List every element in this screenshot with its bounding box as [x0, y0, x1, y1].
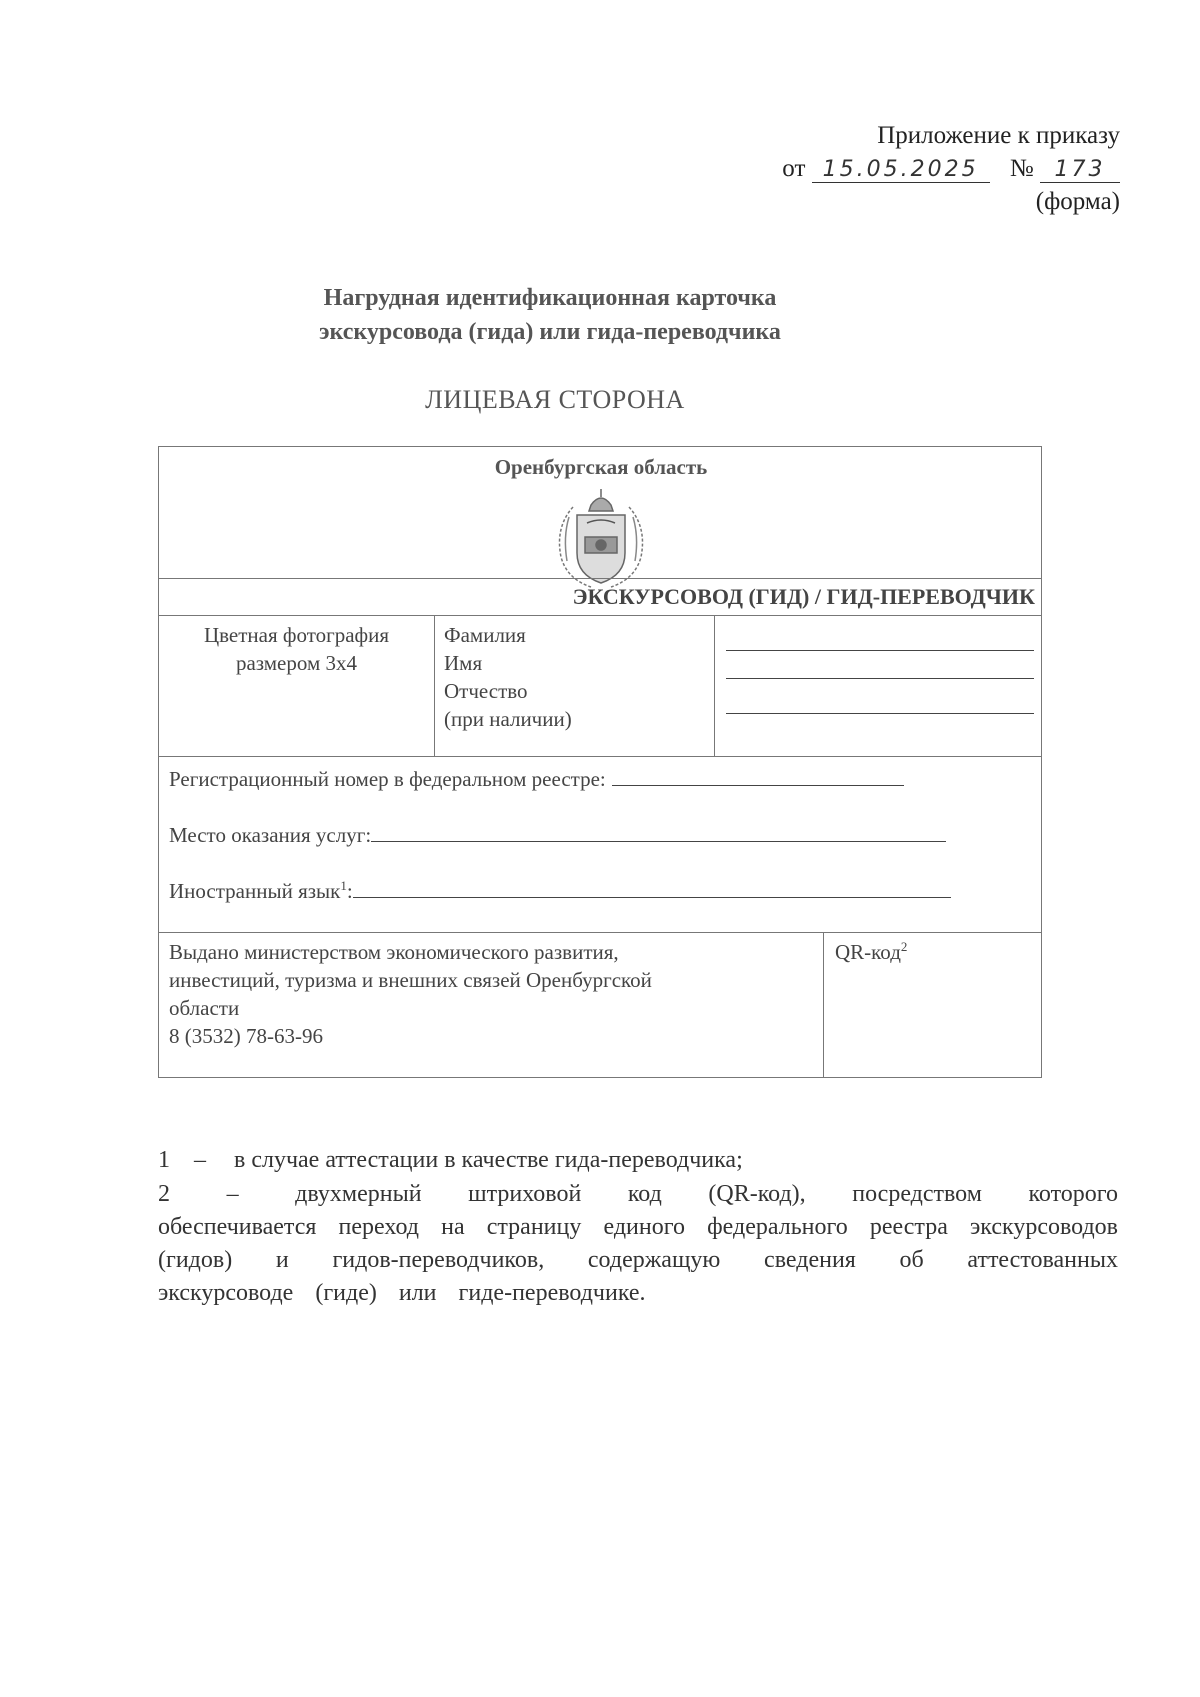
surname-line — [726, 650, 1034, 651]
photo-line-1: Цветная фотография — [203, 623, 390, 647]
name-line — [726, 678, 1034, 679]
order-from-label: от — [782, 155, 806, 182]
footnote-2 — [158, 1178, 1118, 1310]
footnote-1 — [158, 1144, 1118, 1177]
qr-code-label: QR-код$^2$ — [835, 939, 908, 964]
patronymic-note: (при наличии) — [444, 707, 572, 731]
registration-row — [169, 765, 904, 793]
footnote-ref-2: 2 — [900, 939, 908, 954]
card-role: ЭКСКУРСОВОД (ГИД) / ГИД-ПЕРЕВОДЧИК — [572, 584, 1035, 609]
issued-line-1: Выдано министерством экономического развития, — [169, 940, 619, 964]
appendix-label: Приложение к приказу — [877, 122, 1120, 149]
divider — [159, 932, 1041, 933]
place-line — [371, 821, 946, 842]
divider — [159, 615, 1041, 616]
title-line-2: экскурсовода (гида) или гида-переводчика — [319, 319, 781, 345]
footnote-2-text: двухмерный штриховой код (QR-код), посредством которого обеспечивается переход на страницу единого федерального реестра экскурсоводов (гидов) и гидов-переводчиков, содержащую сведения об аттестованных экскурсоводе (гиде) или гиде-переводчике. — [158, 1181, 1119, 1306]
patronymic-line — [726, 713, 1034, 714]
issued-phone: 8 (3532) 78-63-96 — [169, 1024, 323, 1048]
side-label: ЛИЦЕВАЯ СТОРОНА — [425, 385, 685, 414]
name-field-labels — [444, 621, 572, 733]
footnote-1-number: 1 — [158, 1147, 170, 1173]
order-line — [782, 155, 1120, 183]
surname-label: Фамилия — [444, 623, 526, 647]
order-number-label: № — [1009, 155, 1034, 182]
order-number-handwritten: 173 — [1040, 158, 1120, 183]
language-label: Иностранный язык — [169, 879, 341, 903]
id-card — [158, 446, 1042, 1078]
issued-by-block — [169, 938, 652, 1050]
title-line-1: Нагрудная идентификационная карточка — [323, 285, 777, 311]
patronymic-label: Отчество — [444, 679, 528, 703]
footnote-1-text: в случае аттестации в качестве гида-переводчика; — [234, 1147, 743, 1173]
document-title — [0, 281, 1100, 349]
photo-line-2: размером 3х4 — [235, 651, 358, 675]
divider — [159, 578, 1041, 579]
footnote-2-dash: – — [226, 1181, 239, 1207]
footnote-1-dash: – — [194, 1147, 206, 1173]
language-row: Иностранный язык$^1$: — [169, 877, 951, 905]
issued-line-3: области — [169, 996, 240, 1020]
order-date-handwritten: 15.05.2025 — [812, 158, 990, 183]
registration-label: Регистрационный номер в федеральном реестре: — [169, 767, 606, 791]
divider — [823, 932, 824, 1077]
registration-line — [612, 765, 904, 786]
divider — [159, 756, 1041, 757]
card-region: Оренбургская область — [494, 455, 708, 479]
footnote-ref-1: 1 — [340, 878, 347, 893]
issued-line-2: инвестиций, туризма и внешних связей Оренбургской — [169, 968, 652, 992]
divider — [714, 615, 715, 756]
name-label: Имя — [444, 651, 483, 675]
place-label: Место оказания услуг: — [169, 823, 372, 847]
language-line — [353, 877, 951, 898]
photo-placeholder — [159, 621, 434, 677]
place-row — [169, 821, 946, 849]
form-label: (форма) — [1035, 188, 1120, 215]
orenburg-coat-of-arms-icon — [551, 487, 651, 592]
footnote-2-number: 2 — [158, 1181, 170, 1207]
divider — [434, 615, 435, 756]
